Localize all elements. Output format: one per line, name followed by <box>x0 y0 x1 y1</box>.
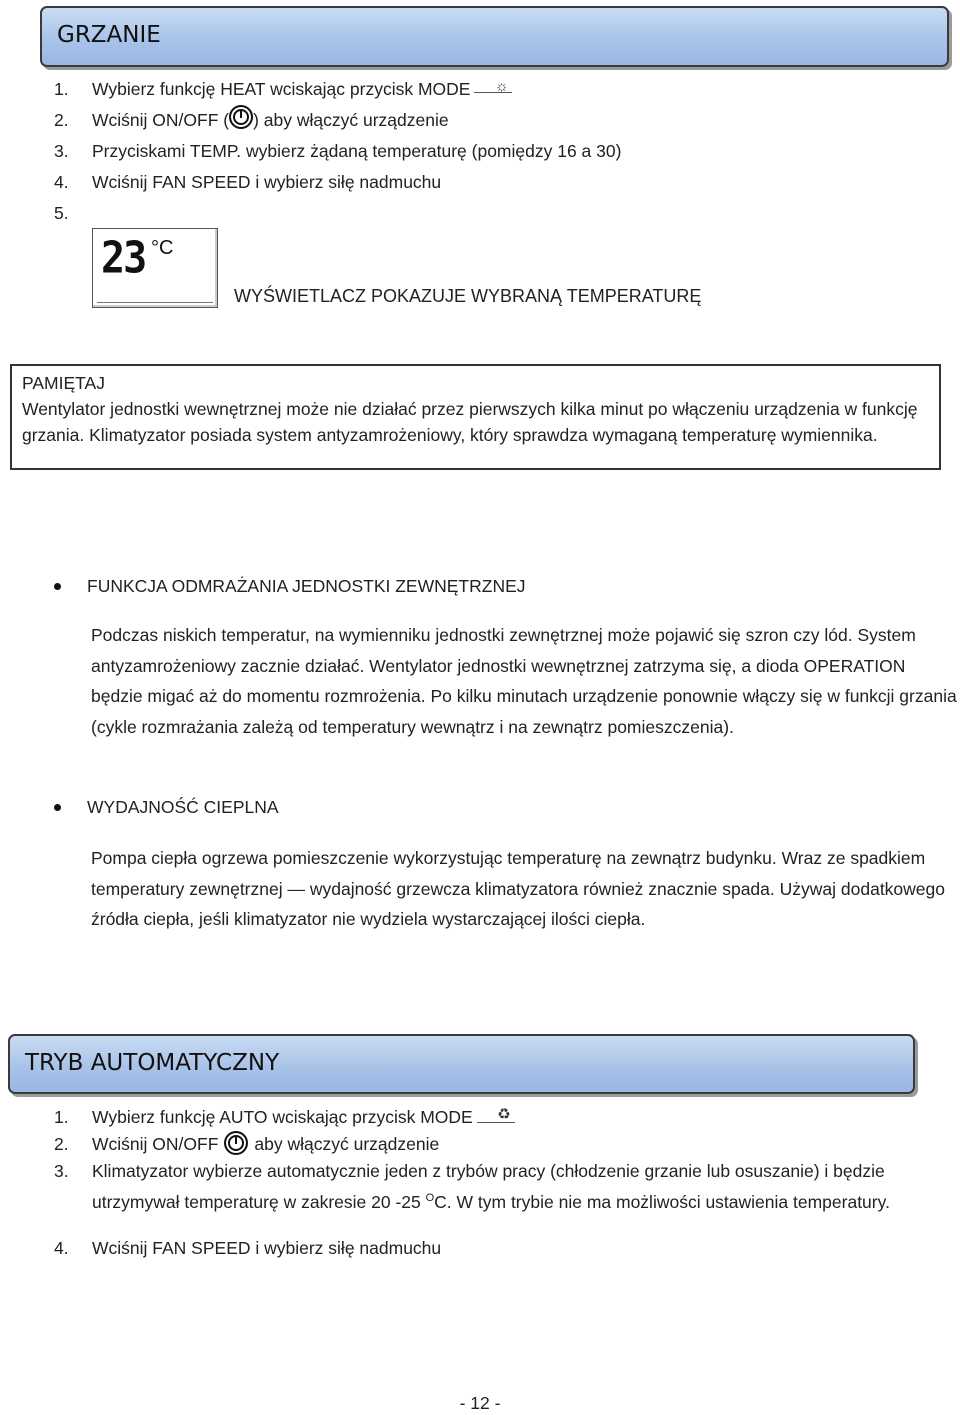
defrost-body: Podczas niskich temperatur, na wymienniku jednostki zewnętrznej może pojawić się szron czy lód. System antyzamrożeniowy zacznie działać. Wentylator jednostki wewnętrznej zatrzyma się, a dioda OPERATION będzie migać aż do momentu rozmrożenia. Po kilku minutach urządzenie ponownie włączy się w funkcji grzania (cykle rozmrażania zależą od temperatury wewnątrz i na zewnątrz pomieszczenia). <box>91 625 957 737</box>
step-number: 3. <box>54 141 69 161</box>
step-number: 2. <box>54 110 69 130</box>
list-item <box>54 1158 944 1216</box>
step-number: 5. <box>54 203 69 223</box>
step-text: Wciśnij FAN SPEED i wybierz siłę nadmuchu <box>92 1237 442 1258</box>
step-text: Wciśnij FAN SPEED i wybierz siłę nadmuchu <box>92 172 442 192</box>
power-icon <box>229 105 253 129</box>
note-body: Wentylator jednostki wewnętrznej może nie działać przez pierwszych kilka minut po włączeniu urządzenia w funkcję grzania. Klimatyzator posiada system antyzamrożeniowy, który sprawdza wymaganą temperaturę wymiennika. <box>22 399 918 445</box>
step-number: 3. <box>54 1161 69 1181</box>
defrost-title: FUNKCJA ODMRAŻANIA JEDNOSTKI ZEWNĘTRZNEJ <box>87 576 526 596</box>
mode-button-indicator <box>474 74 512 93</box>
list-item <box>54 136 621 167</box>
page-number: - 12 - <box>459 1393 501 1413</box>
auto-steps-list <box>54 1104 944 1262</box>
efficiency-body: Pompa ciepła ogrzewa pomieszczenie wykorzystując temperaturę na zewnątrz budynku. Wraz ze spadkiem temperatury zewnętrznej — wydajność grzewcza klimatyzatora również znacznie spada. Używaj dodatkowego źródła ciepła, jeśli klimatyzator nie wydziela wystarczającej ilości ciepła. <box>91 848 945 929</box>
defrost-heading <box>54 576 526 597</box>
step-number: 1. <box>54 79 69 99</box>
step-text: Wybierz funkcję AUTO wciskając przycisk MODE <box>92 1107 473 1127</box>
step-text-post: C. W tym trybie nie ma możliwości ustawienia temperatury. <box>434 1191 890 1212</box>
auto-section-banner <box>8 1034 915 1094</box>
list-item <box>54 1235 944 1262</box>
list-item <box>54 1104 944 1131</box>
step-number: 4. <box>54 172 69 192</box>
lcd-temperature: 23 <box>101 232 146 284</box>
list-item <box>54 1131 944 1158</box>
mode-button-indicator <box>477 1104 515 1123</box>
bullet-icon <box>54 804 61 811</box>
sun-icon: ☼ <box>494 78 509 95</box>
efficiency-heading <box>54 797 279 818</box>
note-box <box>10 364 941 470</box>
step-text-pre: Wciśnij ON/OFF <box>92 1134 219 1154</box>
list-item <box>54 167 621 198</box>
step-number: 1. <box>54 1107 69 1127</box>
note-title: PAMIĘTAJ <box>22 373 105 393</box>
heat-section-title: GRZANIE <box>57 22 161 48</box>
lcd-caption: WYŚWIETLACZ POKAZUJE WYBRANĄ TEMPERATURĘ <box>234 286 702 306</box>
auto-recycle-icon: ♻ <box>497 1106 511 1123</box>
step-text: Przyciskami TEMP. wybierz żądaną temperaturę (pomiędzy 16 a 30) <box>92 141 622 161</box>
lcd-unit: °C <box>151 237 174 259</box>
lcd-baseline <box>97 302 213 303</box>
step-text-post: aby włączyć urządzenie <box>254 1134 440 1154</box>
list-item <box>54 198 621 229</box>
step-text <box>92 1158 944 1216</box>
step-text-pre: Klimatyzator wybierze automatycznie jeden z trybów pracy (chłodzenie grzanie lub osuszanie) i będzie utrzymywał temperaturę w zakresie 20 -25 <box>92 1161 885 1212</box>
step-number: 4. <box>54 1237 69 1258</box>
step-text-post: ) aby włączyć urządzenie <box>253 110 449 130</box>
step-number: 2. <box>54 1134 69 1154</box>
step-text: Wybierz funkcję HEAT wciskając przycisk MODE <box>92 79 471 99</box>
efficiency-title: WYDAJNOŚĆ CIEPLNA <box>87 797 279 817</box>
heat-section-banner <box>40 6 949 67</box>
list-item <box>54 105 621 136</box>
lcd-display-illustration <box>92 228 218 308</box>
power-icon <box>224 1131 248 1155</box>
step-text-pre: Wciśnij ON/OFF ( <box>92 110 230 130</box>
degree-superscript: O <box>425 1192 435 1204</box>
heat-steps-list <box>54 74 621 229</box>
list-item <box>54 74 621 105</box>
auto-section-title: TRYB AUTOMATYCZNY <box>25 1050 280 1076</box>
bullet-icon <box>54 583 61 590</box>
